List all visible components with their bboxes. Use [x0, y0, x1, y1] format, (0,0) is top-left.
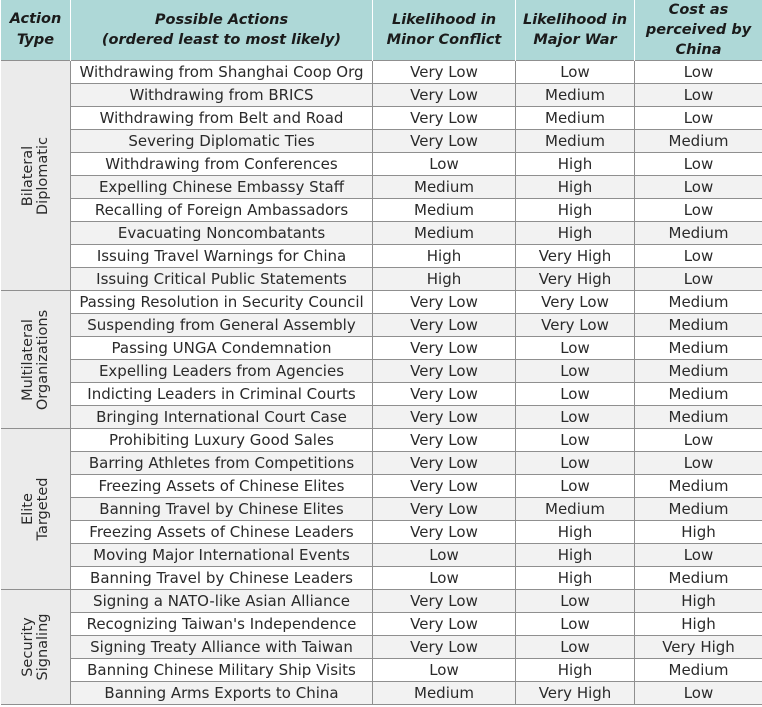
header-cost-perceived-by-china: Cost as perceived by China [635, 0, 762, 61]
table-row [1, 429, 762, 452]
cost-cell: Low [635, 107, 762, 130]
action-cell: Evacuating Noncombatants [71, 222, 373, 245]
action-cell: Expelling Chinese Embassy Staff [71, 176, 373, 199]
table-row [1, 268, 762, 291]
cost-cell: High [635, 521, 762, 544]
group-label [19, 309, 51, 410]
cost-cell: Medium [635, 337, 762, 360]
major-war-cell: Medium [516, 498, 635, 521]
minor-conflict-cell: Very Low [373, 636, 516, 659]
table-row [1, 544, 762, 567]
cost-cell: Low [635, 544, 762, 567]
table-row [1, 475, 762, 498]
action-cell: Bringing International Court Case [71, 406, 373, 429]
table-row [1, 245, 762, 268]
cost-cell: Low [635, 199, 762, 222]
cost-cell: Medium [635, 475, 762, 498]
major-war-cell: Low [516, 429, 635, 452]
action-cell: Prohibiting Luxury Good Sales [71, 429, 373, 452]
action-cell: Barring Athletes from Competitions [71, 452, 373, 475]
table-row [1, 61, 762, 84]
cost-cell: Medium [635, 383, 762, 406]
minor-conflict-cell: Very Low [373, 590, 516, 613]
table-row [1, 199, 762, 222]
major-war-cell: Very High [516, 245, 635, 268]
table-row [1, 222, 762, 245]
major-war-cell: Very Low [516, 291, 635, 314]
table-row [1, 314, 762, 337]
cost-cell: Medium [635, 222, 762, 245]
action-cell: Recognizing Taiwan's Independence [71, 613, 373, 636]
cost-cell: Low [635, 682, 762, 705]
major-war-cell: Low [516, 337, 635, 360]
action-cell: Severing Diplomatic Ties [71, 130, 373, 153]
minor-conflict-cell: High [373, 268, 516, 291]
action-cell: Withdrawing from Belt and Road [71, 107, 373, 130]
action-cell: Suspending from General Assembly [71, 314, 373, 337]
table-row [1, 153, 762, 176]
table-row [1, 613, 762, 636]
table-row [1, 498, 762, 521]
group-label-cell [1, 429, 71, 590]
major-war-cell: High [516, 176, 635, 199]
table-row [1, 291, 762, 314]
minor-conflict-cell: Very Low [373, 406, 516, 429]
action-cell: Indicting Leaders in Criminal Courts [71, 383, 373, 406]
minor-conflict-cell: Medium [373, 176, 516, 199]
cost-cell: Medium [635, 406, 762, 429]
cost-cell: Medium [635, 659, 762, 682]
minor-conflict-cell: Very Low [373, 314, 516, 337]
minor-conflict-cell: Very Low [373, 107, 516, 130]
cost-cell: Medium [635, 291, 762, 314]
action-cell: Expelling Leaders from Agencies [71, 360, 373, 383]
table-row [1, 130, 762, 153]
minor-conflict-cell: Very Low [373, 360, 516, 383]
minor-conflict-cell: Medium [373, 199, 516, 222]
cost-cell: Medium [635, 314, 762, 337]
major-war-cell: Low [516, 360, 635, 383]
action-cell: Signing a NATO-like Asian Alliance [71, 590, 373, 613]
minor-conflict-cell: Medium [373, 222, 516, 245]
action-cell: Withdrawing from BRICS [71, 84, 373, 107]
major-war-cell: Very High [516, 682, 635, 705]
minor-conflict-cell: Low [373, 153, 516, 176]
header-likelihood-minor-conflict: Likelihood in Minor Conflict [373, 0, 516, 61]
table-row [1, 659, 762, 682]
table-row [1, 682, 762, 705]
group-label-line: Diplomatic [34, 136, 51, 215]
action-cell: Issuing Critical Public Statements [71, 268, 373, 291]
group-label-line: Multilateral [19, 318, 36, 401]
action-cell: Banning Travel by Chinese Leaders [71, 567, 373, 590]
minor-conflict-cell: Very Low [373, 130, 516, 153]
action-cell: Withdrawing from Conferences [71, 153, 373, 176]
group-label-line: Signaling [34, 613, 51, 681]
cost-cell: Low [635, 153, 762, 176]
table-row [1, 521, 762, 544]
group-label-cell [1, 590, 71, 705]
major-war-cell: High [516, 567, 635, 590]
action-cell: Withdrawing from Shanghai Coop Org [71, 61, 373, 84]
group-label-cell [1, 291, 71, 429]
cost-cell: Low [635, 452, 762, 475]
minor-conflict-cell: Very Low [373, 337, 516, 360]
minor-conflict-cell: Very Low [373, 452, 516, 475]
action-cell: Banning Travel by Chinese Elites [71, 498, 373, 521]
major-war-cell: Low [516, 383, 635, 406]
action-cell: Recalling of Foreign Ambassadors [71, 199, 373, 222]
minor-conflict-cell: Very Low [373, 383, 516, 406]
cost-cell: Low [635, 245, 762, 268]
minor-conflict-cell: Very Low [373, 61, 516, 84]
major-war-cell: Medium [516, 107, 635, 130]
major-war-cell: Medium [516, 84, 635, 107]
group-label [19, 136, 51, 215]
minor-conflict-cell: High [373, 245, 516, 268]
major-war-cell: High [516, 222, 635, 245]
table-row [1, 360, 762, 383]
action-cell: Moving Major International Events [71, 544, 373, 567]
group-label-line: Organizations [34, 309, 51, 410]
table-row [1, 383, 762, 406]
cost-cell: Medium [635, 360, 762, 383]
major-war-cell: Low [516, 406, 635, 429]
major-war-cell: Low [516, 61, 635, 84]
minor-conflict-cell: Very Low [373, 475, 516, 498]
major-war-cell: High [516, 199, 635, 222]
group-label [20, 474, 50, 544]
header-likelihood-major-war: Likelihood in Major War [516, 0, 635, 61]
table-row [1, 406, 762, 429]
major-war-cell: Low [516, 475, 635, 498]
major-war-cell: Low [516, 590, 635, 613]
group-label-line: Targeted [34, 477, 51, 541]
action-cell: Banning Chinese Military Ship Visits [71, 659, 373, 682]
table-row [1, 84, 762, 107]
minor-conflict-cell: Very Low [373, 84, 516, 107]
minor-conflict-cell: Very Low [373, 291, 516, 314]
table-row [1, 452, 762, 475]
table-row [1, 590, 762, 613]
table-row [1, 636, 762, 659]
header-row [1, 0, 762, 61]
cost-cell: Low [635, 84, 762, 107]
group-label-line: Security [19, 617, 36, 677]
cost-cell: Low [635, 268, 762, 291]
cost-cell: Medium [635, 498, 762, 521]
minor-conflict-cell: Low [373, 659, 516, 682]
major-war-cell: High [516, 659, 635, 682]
cost-cell: Medium [635, 130, 762, 153]
action-cell: Passing UNGA Condemnation [71, 337, 373, 360]
action-cell: Freezing Assets of Chinese Leaders [71, 521, 373, 544]
table-row [1, 107, 762, 130]
header-possible-actions: Possible Actions (ordered least to most likely) [71, 0, 373, 61]
minor-conflict-cell: Very Low [373, 429, 516, 452]
major-war-cell: High [516, 153, 635, 176]
group-label-line: Bilateral [19, 145, 36, 206]
major-war-cell: Medium [516, 130, 635, 153]
minor-conflict-cell: Very Low [373, 521, 516, 544]
cost-cell: High [635, 613, 762, 636]
cost-cell: High [635, 590, 762, 613]
major-war-cell: Low [516, 452, 635, 475]
action-cell: Issuing Travel Warnings for China [71, 245, 373, 268]
cost-cell: Low [635, 429, 762, 452]
cost-cell: Low [635, 61, 762, 84]
table-row [1, 176, 762, 199]
major-war-cell: Very High [516, 268, 635, 291]
cost-cell: Very High [635, 636, 762, 659]
major-war-cell: Low [516, 613, 635, 636]
action-cell: Banning Arms Exports to China [71, 682, 373, 705]
action-cell: Freezing Assets of Chinese Elites [71, 475, 373, 498]
group-label-line: Elite [19, 493, 36, 525]
action-cell: Signing Treaty Alliance with Taiwan [71, 636, 373, 659]
major-war-cell: High [516, 544, 635, 567]
cost-cell: Medium [635, 567, 762, 590]
minor-conflict-cell: Low [373, 567, 516, 590]
minor-conflict-cell: Low [373, 544, 516, 567]
group-label [20, 612, 50, 682]
minor-conflict-cell: Very Low [373, 613, 516, 636]
header-action-type: Action Type [1, 0, 71, 61]
minor-conflict-cell: Medium [373, 682, 516, 705]
action-cell: Passing Resolution in Security Council [71, 291, 373, 314]
table-row [1, 567, 762, 590]
cost-cell: Low [635, 176, 762, 199]
table-row [1, 337, 762, 360]
major-war-cell: Very Low [516, 314, 635, 337]
group-label-cell [1, 61, 71, 291]
minor-conflict-cell: Very Low [373, 498, 516, 521]
major-war-cell: Low [516, 636, 635, 659]
major-war-cell: High [516, 521, 635, 544]
